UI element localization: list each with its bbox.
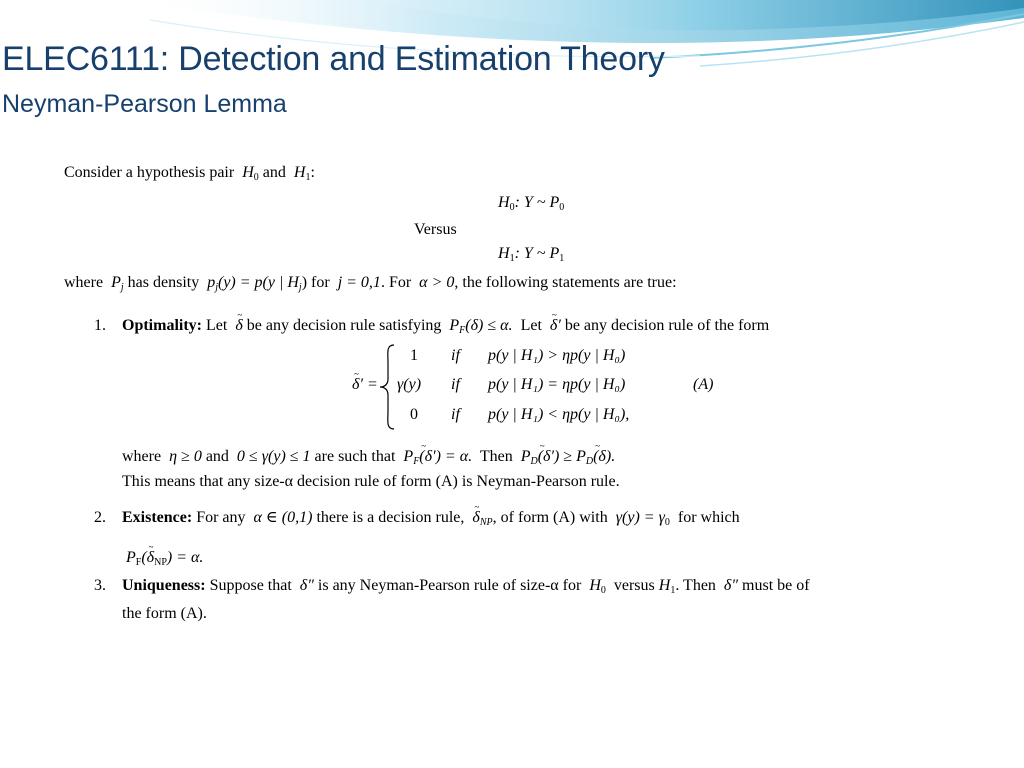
versus-label: Versus xyxy=(414,221,457,238)
rule-case-2-value: γ(y) xyxy=(397,376,422,393)
rule-case-3-condition: p(y | H₁) < ηp(y | H₀), xyxy=(488,406,630,423)
item-3-uniqueness: Uniqueness: Suppose that δ″ is any Neyman-Pearson rule of size-α for $H_0$ versus $H_1$. Then δ″ must be of xyxy=(122,577,810,596)
rule-form-label: (A) xyxy=(693,376,714,393)
rule-if-3: if xyxy=(451,406,460,423)
item-3-line-2: the form (A). xyxy=(122,605,207,622)
hypothesis-h0: $H_0$: Y ~ $P_0$ xyxy=(498,194,565,213)
rule-case-1-condition: p(y | H₁) > ηp(y | H₀) xyxy=(488,347,626,364)
item-2-final-formula: $P_F(\sim$ $\delta_{NP}) = \alpha$. xyxy=(126,548,203,573)
item-3-number: 3. xyxy=(94,577,106,594)
slide-title: ELEC6111: Detection and Estimation Theory xyxy=(2,40,665,78)
item-1-optimality: Optimality: Let ~ δ be any decision rule satisfying $P_F(\delta) \le \alpha$. Let ~ δ′ be any decision rule of the form xyxy=(122,316,769,341)
rule-case-3-value: 0 xyxy=(410,406,418,423)
slide-subtitle: Neyman-Pearson Lemma xyxy=(2,90,287,118)
post-rule-line: where η ≥ 0 and 0 ≤ γ(y) ≤ 1 are such that $P_F\sim$ (δ′) = α. Then $P_D\sim$ $(\delta') \ge P_D\sim$ (δ). xyxy=(122,447,615,472)
item-2-existence: Existence: For any α ∈ (0,1) there is a decision rule, ~ $\delta_{NP}$, of form (A) with $\gamma(y) = \gamma_0$ for which xyxy=(122,508,740,533)
item-2-number: 2. xyxy=(94,509,106,526)
case-brace xyxy=(378,343,398,431)
rule-if-2: if xyxy=(451,376,460,393)
rule-case-2-condition: p(y | H₁) = ηp(y | H₀) xyxy=(488,376,626,393)
density-line: where $P_j$ has density $p_j(y) = p(y$ | $H_j$) for j = 0,1. For α > 0, the following statements are true: xyxy=(64,274,677,293)
hypothesis-h1: $H_1$: Y ~ $P_1$ xyxy=(498,245,565,264)
rule-if-1: if xyxy=(451,347,460,364)
rule-case-1-value: 1 xyxy=(410,347,418,364)
item-1-number: 1. xyxy=(94,317,106,334)
summary-line: This means that any size-α decision rule of form (A) is Neyman-Pearson rule. xyxy=(122,473,620,490)
intro-line: Consider a hypothesis pair $H_0$ and $H_1$: xyxy=(64,164,315,183)
rule-lhs: ~ δ′ = xyxy=(352,375,378,395)
